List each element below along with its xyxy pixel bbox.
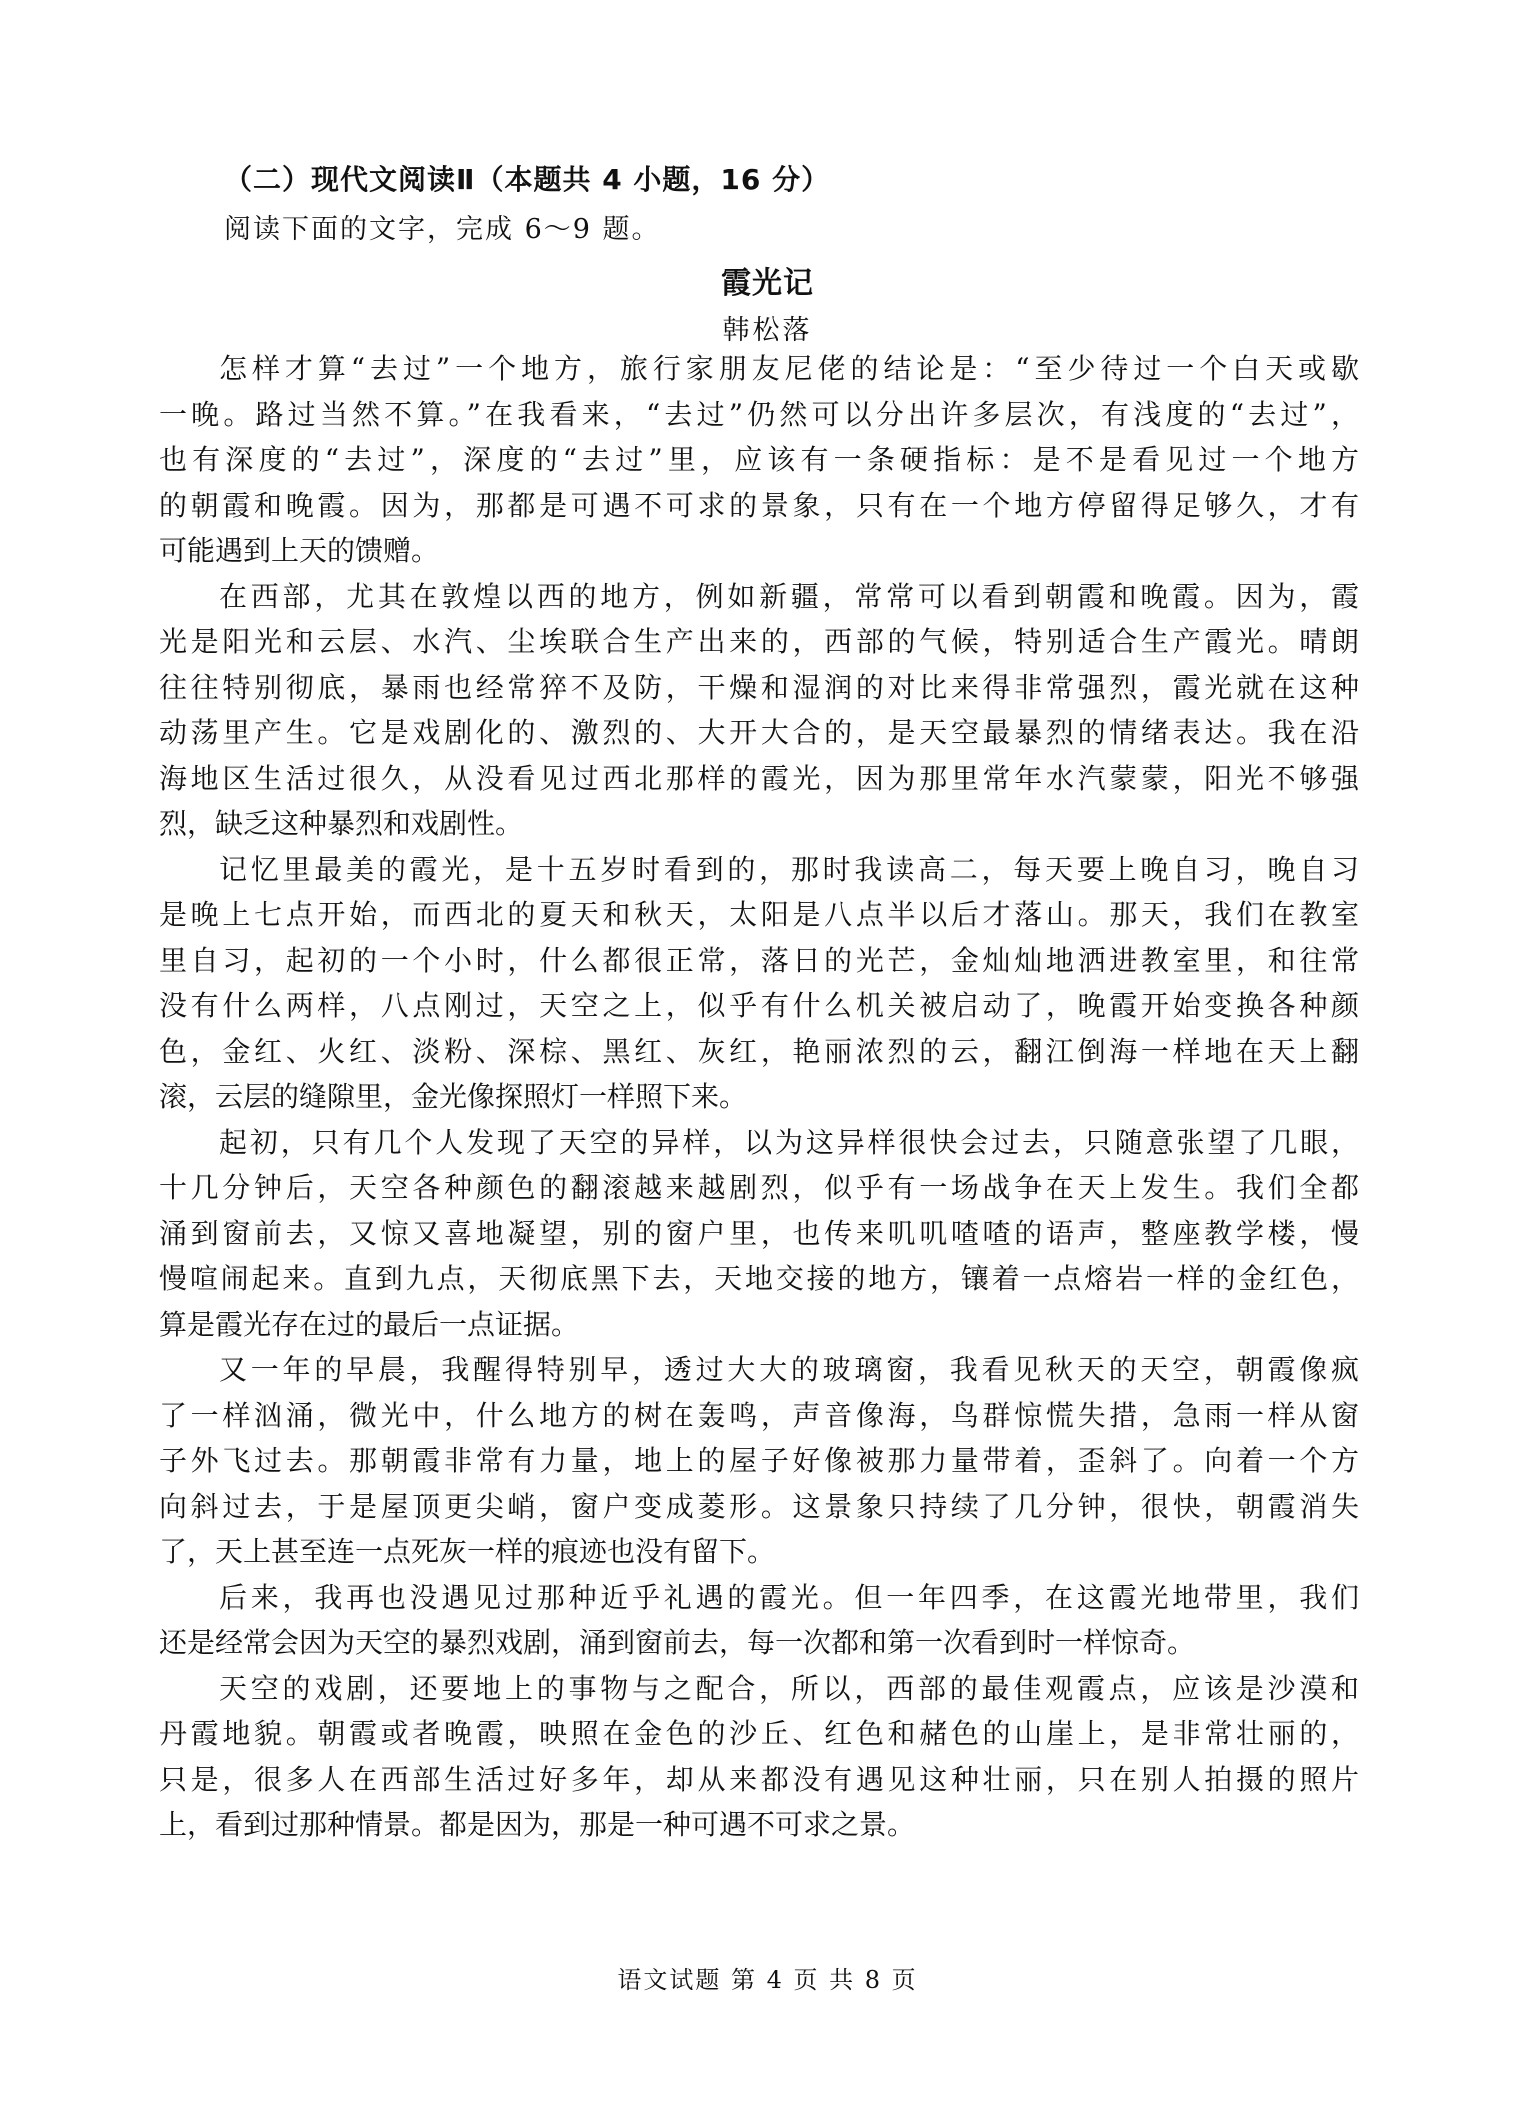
paragraph-line: 子外飞过去。那朝霞非常有力量，地上的屋子好像被那力量带着，歪斜了。向着一个方 [159, 1444, 1359, 1477]
page-footer: 语文试题 第 4 页 共 8 页 [617, 1966, 918, 1994]
paragraph-line: 烈，缺乏这种暴烈和戏剧性。 [159, 807, 524, 840]
paragraph-line: 还是经常会因为天空的暴烈戏剧，涌到窗前去，每一次都和第一次看到时一样惊奇。 [159, 1626, 1196, 1659]
paragraph-line: 向斜过去，于是屋顶更尖峭，窗户变成菱形。这景象只持续了几分钟，很快，朝霞消失 [159, 1489, 1359, 1523]
article-paragraph [159, 574, 1359, 847]
paragraph-line: 海地区生活过很久，从没看见过西北那样的霞光，因为那里常年水汽蒙蒙，阳光不够强 [159, 761, 1359, 795]
paragraph-line: 里自习，起初的一个小时，什么都很正常，落日的光芒，金灿灿地洒进教室里，和往常 [159, 943, 1359, 977]
paragraph-line: 慢喧闹起来。直到九点，天彻底黑下去，天地交接的地方，镶着一点熔岩一样的金红色， [159, 1262, 1359, 1295]
article-title: 霞光记 [721, 266, 814, 301]
article-paragraph [159, 847, 1359, 1120]
section-heading: （二）现代文阅读Ⅱ（本题共 4 小题，16 分） [224, 163, 831, 196]
paragraph-line: 起初，只有几个人发现了天空的异样，以为这异样很快会过去，只随意张望了几眼， [219, 1125, 1359, 1159]
paragraph-line: 涌到窗前去，又惊又喜地凝望，别的窗户里，也传来叽叽喳喳的语声，整座教学楼，慢 [159, 1216, 1359, 1250]
article-paragraph [159, 1666, 1359, 1848]
article-author: 韩松落 [722, 315, 813, 346]
paragraph-line: 天空的戏剧，还要地上的事物与之配合，所以，西部的最佳观霞点，应该是沙漠和 [219, 1671, 1359, 1705]
paragraph-line: 是晚上七点开始，而西北的夏天和秋天，太阳是八点半以后才落山。那天，我们在教室 [159, 898, 1359, 931]
paragraph-line: 在西部，尤其在敦煌以西的地方，例如新疆，常常可以看到朝霞和晚霞。因为，霞 [219, 579, 1359, 613]
paragraph-line: 了一样汹涌，微光中，什么地方的树在轰鸣，声音像海，鸟群惊慌失措，急雨一样从窗 [159, 1398, 1359, 1432]
paragraph-line: 只是，很多人在西部生活过好多年，却从来都没有遇见这种壮丽，只在别人拍摄的照片 [159, 1762, 1359, 1796]
article-paragraph [159, 346, 1359, 574]
paragraph-line: 怎样才算“去过”一个地方，旅行家朋友尼佬的结论是：“至少待过一个白天或歇 [219, 352, 1359, 385]
paragraph-line: 丹霞地貌。朝霞或者晚霞，映照在金色的沙丘、红色和赭色的山崖上，是非常壮丽的， [159, 1717, 1359, 1750]
paragraph-line: 也有深度的“去过”，深度的“去过”里，应该有一条硬指标：是不是看见过一个地方 [159, 443, 1359, 476]
paragraph-line: 记忆里最美的霞光，是十五岁时看到的，那时我读高二，每天要上晚自习，晚自习 [219, 852, 1359, 886]
article-paragraph [159, 1120, 1359, 1348]
paragraph-line: 往往特别彻底，暴雨也经常猝不及防，干燥和湿润的对比来得非常强烈，霞光就在这种 [159, 670, 1359, 704]
paragraph-line: 没有什么两样，八点刚过，天空之上，似乎有什么机关被启动了，晚霞开始变换各种颜 [159, 989, 1359, 1022]
paragraph-line: 滚，云层的缝隙里，金光像探照灯一样照下来。 [159, 1080, 748, 1113]
article-body [159, 346, 1359, 1848]
paragraph-line: 的朝霞和晚霞。因为，那都是可遇不可求的景象，只有在一个地方停留得足够久，才有 [159, 488, 1359, 522]
paragraph-line: 后来，我再也没遇见过那种近乎礼遇的霞光。但一年四季，在这霞光地带里，我们 [219, 1580, 1359, 1614]
paragraph-line: 一晚。路过当然不算。”在我看来，“去过”仍然可以分出许多层次，有浅度的“去过”， [159, 397, 1359, 431]
article-paragraph [159, 1347, 1359, 1575]
paragraph-line: 动荡里产生。它是戏剧化的、激烈的、大开大合的，是天空最暴烈的情绪表达。我在沿 [159, 716, 1359, 749]
paragraph-line: 算是霞光存在过的最后一点证据。 [159, 1307, 580, 1341]
paragraph-line: 十几分钟后，天空各种颜色的翻滚越来越剧烈，似乎有一场战争在天上发生。我们全都 [159, 1171, 1359, 1204]
paragraph-line: 可能遇到上天的馈赠。 [159, 534, 440, 567]
paragraph-line: 了，天上甚至连一点死灰一样的痕迹也没有留下。 [159, 1535, 776, 1568]
paragraph-line: 又一年的早晨，我醒得特别早，透过大大的玻璃窗，我看见秋天的天空，朝霞像疯 [219, 1353, 1359, 1386]
paragraph-line: 光是阳光和云层、水汽、尘埃联合生产出来的，西部的气候，特别适合生产霞光。晴朗 [159, 625, 1359, 658]
paragraph-line: 上，看到过那种情景。都是因为，那是一种可遇不可求之景。 [159, 1808, 916, 1841]
reading-instruction: 阅读下面的文字，完成 6～9 题。 [224, 214, 661, 245]
paragraph-line: 色，金红、火红、淡粉、深棕、黑红、灰红，艳丽浓烈的云，翻江倒海一样地在天上翻 [159, 1034, 1359, 1068]
article-paragraph [159, 1575, 1359, 1666]
